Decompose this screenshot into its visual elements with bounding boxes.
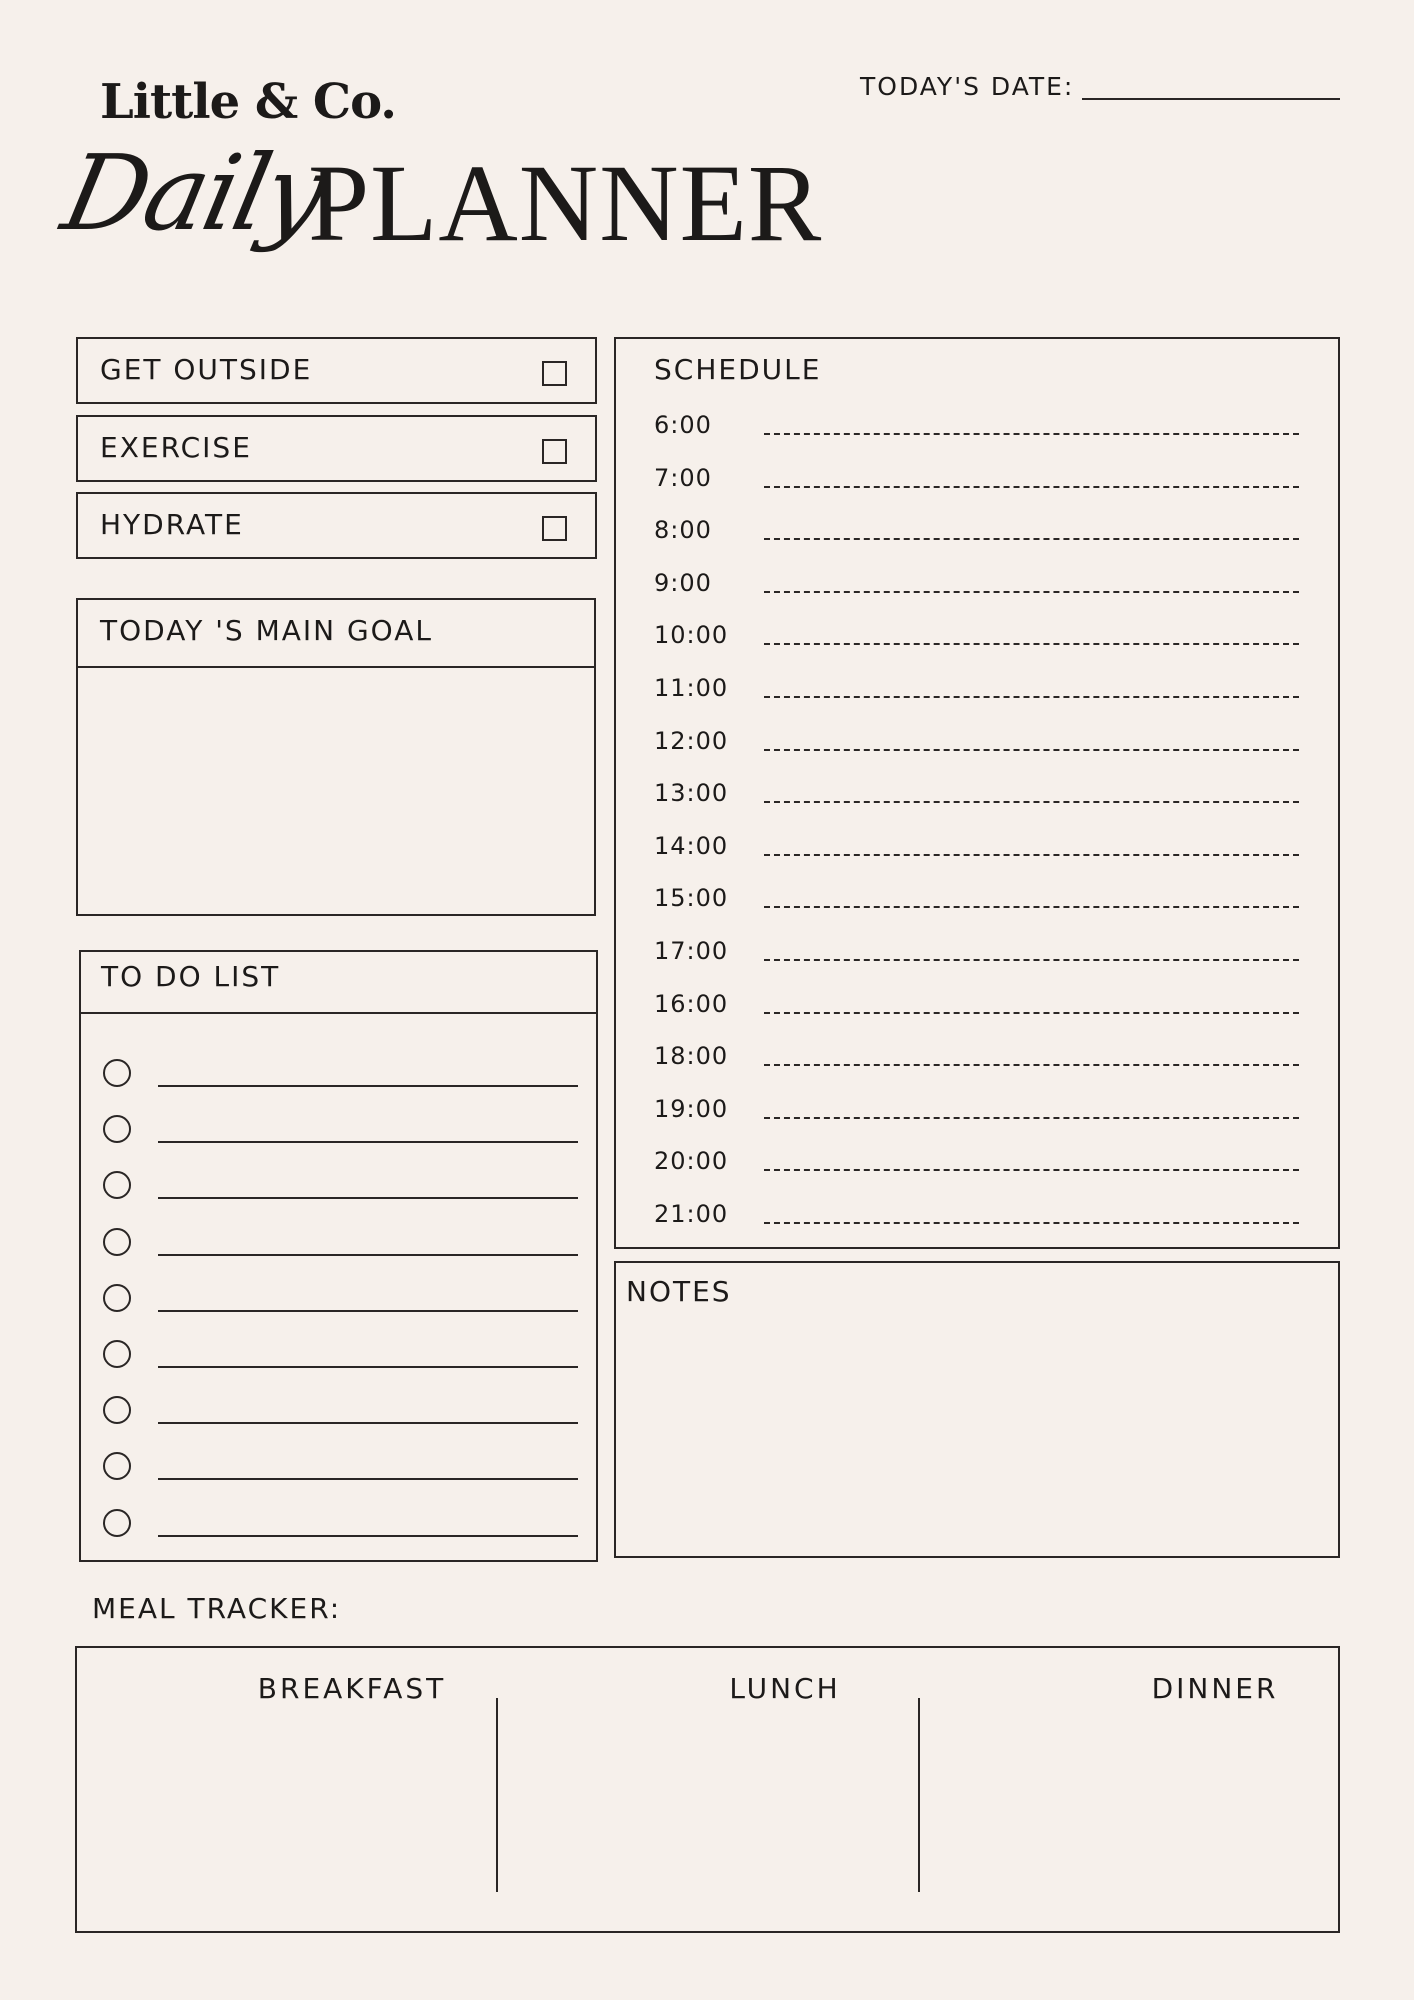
meal-divider xyxy=(918,1698,920,1892)
schedule-row xyxy=(654,674,1304,714)
todo-line[interactable] xyxy=(158,1478,578,1480)
schedule-time: 6:00 xyxy=(654,411,712,439)
schedule-line[interactable] xyxy=(764,1012,1299,1014)
todo-line[interactable] xyxy=(158,1254,578,1256)
meal-divider xyxy=(496,1698,498,1892)
schedule-row xyxy=(654,621,1304,661)
schedule-row xyxy=(654,779,1304,819)
main-goal-title: TODAY 'S MAIN GOAL xyxy=(100,614,433,647)
todo-item xyxy=(81,1282,596,1322)
habit-checkbox[interactable] xyxy=(542,516,567,541)
schedule-line[interactable] xyxy=(764,486,1299,488)
schedule-row xyxy=(654,1147,1304,1187)
schedule-row xyxy=(654,569,1304,609)
schedule-time: 7:00 xyxy=(654,463,712,492)
habit-checkbox[interactable] xyxy=(542,361,567,386)
todo-checkbox[interactable] xyxy=(103,1509,131,1537)
schedule-time: 11:00 xyxy=(654,674,729,702)
todo-item xyxy=(81,1057,596,1097)
todo-item xyxy=(81,1507,596,1547)
schedule-time: 19:00 xyxy=(654,1094,729,1123)
schedule-line[interactable] xyxy=(764,538,1299,540)
schedule-row xyxy=(654,1042,1304,1082)
todo-checkbox[interactable] xyxy=(103,1115,131,1143)
meal-breakfast: BREAKFAST xyxy=(257,1672,447,1705)
todo-item xyxy=(81,1226,596,1266)
habit-label: EXERCISE xyxy=(100,431,252,464)
main-goal-area[interactable] xyxy=(78,668,594,916)
todo-line[interactable] xyxy=(158,1366,578,1368)
todo-line[interactable] xyxy=(158,1197,578,1199)
schedule-time: 12:00 xyxy=(654,726,729,755)
todo-line[interactable] xyxy=(158,1535,578,1537)
habit-get-outside xyxy=(76,337,597,404)
schedule-line[interactable] xyxy=(764,749,1299,751)
todo-checkbox[interactable] xyxy=(103,1396,131,1424)
notes-title: NOTES xyxy=(626,1275,732,1308)
schedule-row xyxy=(654,516,1304,556)
schedule-time: 14:00 xyxy=(654,831,729,860)
brand-logo: Little & Co. xyxy=(100,74,396,130)
schedule-time: 9:00 xyxy=(654,568,712,597)
schedule-line[interactable] xyxy=(764,643,1299,645)
schedule-row xyxy=(654,411,1304,451)
page-title: PLANNER xyxy=(308,142,823,264)
habit-hydrate xyxy=(76,492,597,559)
todo-checkbox[interactable] xyxy=(103,1228,131,1256)
schedule-line[interactable] xyxy=(764,696,1299,698)
todo-item xyxy=(81,1450,596,1490)
main-goal-header xyxy=(78,600,594,668)
schedule-row xyxy=(654,1095,1304,1135)
todo-checkbox[interactable] xyxy=(103,1284,131,1312)
schedule-row xyxy=(654,727,1304,767)
schedule-line[interactable] xyxy=(764,906,1299,908)
schedule-line[interactable] xyxy=(764,959,1299,961)
schedule-line[interactable] xyxy=(764,1169,1299,1171)
schedule-line[interactable] xyxy=(764,854,1299,856)
meal-tracker xyxy=(75,1646,1340,1933)
schedule-row xyxy=(654,884,1304,924)
meal-dinner: DINNER xyxy=(1151,1672,1279,1705)
date-field[interactable] xyxy=(1082,98,1340,100)
schedule-time: 20:00 xyxy=(654,1147,729,1176)
habit-exercise xyxy=(76,415,597,482)
todo-item xyxy=(81,1169,596,1209)
schedule-time: 10:00 xyxy=(654,621,729,650)
schedule-line[interactable] xyxy=(764,1222,1299,1224)
todo-line[interactable] xyxy=(158,1310,578,1312)
date-label: TODAY'S DATE: xyxy=(860,72,1075,101)
todo-checkbox[interactable] xyxy=(103,1452,131,1480)
notes-section[interactable] xyxy=(614,1261,1340,1558)
schedule-title: SCHEDULE xyxy=(654,353,822,386)
habit-checkbox[interactable] xyxy=(542,439,567,464)
todo-header xyxy=(81,952,596,1014)
schedule-time: 16:00 xyxy=(654,989,729,1018)
main-goal-section xyxy=(76,598,596,916)
schedule-time: 8:00 xyxy=(654,516,712,545)
schedule-row xyxy=(654,990,1304,1030)
schedule-line[interactable] xyxy=(764,801,1299,803)
schedule-time: 17:00 xyxy=(654,937,729,965)
schedule-row xyxy=(654,937,1304,977)
schedule-line[interactable] xyxy=(764,1064,1299,1066)
schedule-time: 15:00 xyxy=(654,884,729,913)
todo-line[interactable] xyxy=(158,1141,578,1143)
schedule-line[interactable] xyxy=(764,591,1299,593)
schedule-line[interactable] xyxy=(764,1117,1299,1119)
todo-item xyxy=(81,1113,596,1153)
todo-line[interactable] xyxy=(158,1085,578,1087)
todo-item xyxy=(81,1394,596,1434)
todo-title: TO DO LIST xyxy=(101,960,281,993)
schedule-time: 18:00 xyxy=(654,1042,729,1071)
todo-checkbox[interactable] xyxy=(103,1059,131,1087)
habit-label: HYDRATE xyxy=(100,508,244,541)
todo-item xyxy=(81,1338,596,1378)
todo-line[interactable] xyxy=(158,1422,578,1424)
todo-checkbox[interactable] xyxy=(103,1171,131,1199)
schedule-time: 21:00 xyxy=(654,1200,729,1228)
schedule-row xyxy=(654,832,1304,872)
schedule-line[interactable] xyxy=(764,433,1299,435)
todo-section xyxy=(79,950,598,1562)
schedule-time: 13:00 xyxy=(654,779,729,808)
title-script: Daily xyxy=(53,132,335,254)
todo-checkbox[interactable] xyxy=(103,1340,131,1368)
schedule-row xyxy=(654,464,1304,504)
habit-label: GET OUTSIDE xyxy=(100,353,313,386)
meal-lunch: LUNCH xyxy=(729,1672,841,1705)
schedule-section xyxy=(614,337,1340,1249)
meal-tracker-label: MEAL TRACKER: xyxy=(92,1592,342,1625)
schedule-row xyxy=(654,1200,1304,1240)
